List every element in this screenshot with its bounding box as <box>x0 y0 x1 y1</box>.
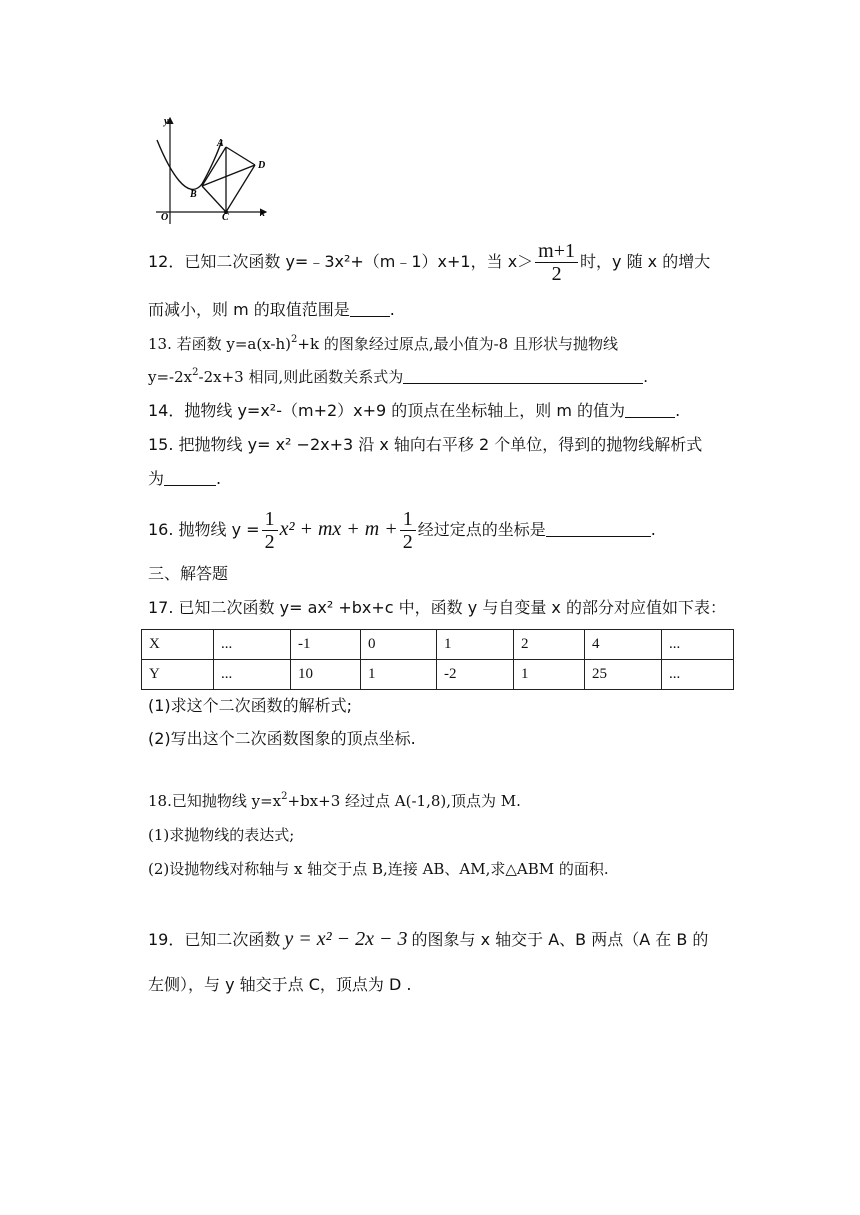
table-cell: 1 <box>514 660 585 690</box>
answer-blank[interactable] <box>625 401 675 418</box>
table-row <box>142 660 734 690</box>
q18-part1: (1)求抛物线的表达式; <box>148 826 295 844</box>
q12-fraction: $\frac{m+1}{2}$ <box>535 240 578 285</box>
q18-intro: 18.已知抛物线 $y=x^2+bx+3$ 经过点 A(-1,8),顶点为 M. <box>148 791 521 810</box>
axis-y-label: y <box>164 116 169 127</box>
q17-intro: 17. 已知二次函数 y= ax² +bx+c 中，函数 y 与自变量 x 的部分对应值如下表： <box>148 598 726 617</box>
table-cell: 25 <box>585 660 662 690</box>
q12-line2: 而减小，则 m 的取值范围是 . <box>148 300 395 319</box>
parabola-figure <box>148 112 278 230</box>
q19-line2: 左侧），与 y 轴交于点 C，顶点为 D . <box>148 975 412 994</box>
axis-x-label: x <box>260 208 265 219</box>
answer-blank[interactable] <box>350 300 390 317</box>
table-cell: ... <box>662 630 734 660</box>
point-c-label: C <box>222 212 229 223</box>
table-cell: X <box>142 630 214 660</box>
point-a-label: A <box>217 138 224 149</box>
table-cell: -1 <box>291 630 361 660</box>
q14-line: 14．抛物线 y=x²-（m+2）x+9 的顶点在坐标轴上，则 m 的值为 . <box>148 401 681 420</box>
table-cell: Y <box>142 660 214 690</box>
table-cell: 4 <box>585 630 662 660</box>
q16-line: 16. 抛物线 y = $\frac{1}{2}$ x² + mx + m + $\frac{1}{2}$ 经过定点的坐标是 . <box>148 508 656 553</box>
point-d-label: D <box>258 160 266 171</box>
answer-blank[interactable] <box>403 367 643 384</box>
q12-line1: 12．已知二次函数 y=﹣3x²+（m﹣1）x+1，当 x＞ $\frac{m+1}{2}$ 时，y 随 x 的增大 <box>148 240 711 285</box>
value-table <box>141 629 734 690</box>
table-cell: 1 <box>361 660 437 690</box>
answer-blank[interactable] <box>546 520 651 537</box>
table-cell: 1 <box>437 630 514 660</box>
table-cell: 2 <box>514 630 585 660</box>
q15-line2: 为 . <box>148 469 222 488</box>
q13-line1: 13. 若函数 $y=a(x-h)^2+k$ 的图象经过原点,最小值为-8 且形状与抛物线 <box>148 334 618 353</box>
point-b-label: B <box>190 189 197 200</box>
q16-half: $\frac{1}{2}$ <box>262 508 278 553</box>
q18-part2: (2)设抛物线对称轴与 x 轴交于点 B,连接 AB、AM,求△ABM 的面积. <box>148 860 609 878</box>
section-title: 三、解答题 <box>148 564 229 583</box>
q17-part1: (1)求这个二次函数的解析式; <box>148 696 353 715</box>
answer-blank[interactable] <box>164 469 216 486</box>
q16-half-2: $\frac{1}{2}$ <box>400 508 416 553</box>
table-cell: ... <box>662 660 734 690</box>
q19-formula: y = x² − 2x − 3 <box>284 928 408 950</box>
origin-label: O <box>161 212 169 223</box>
q17-part2: (2)写出这个二次函数图象的顶点坐标. <box>148 729 416 748</box>
q13-line2: $y=-2x^2-2x+3$ 相同,则此函数关系式为 . <box>148 367 649 386</box>
table-cell: -2 <box>437 660 514 690</box>
table-cell: ... <box>214 630 291 660</box>
table-cell: ... <box>214 660 291 690</box>
table-cell: 0 <box>361 630 437 660</box>
q19-line1: 19．已知二次函数 y = x² − 2x − 3 的图象与 x 轴交于 A、B 两点（A 在 B 的 <box>148 928 709 950</box>
table-cell: 10 <box>291 660 361 690</box>
table-row <box>142 630 734 660</box>
q15-line1: 15. 把抛物线 y= x² −2x+3 沿 x 轴向右平移 2 个单位，得到的抛物线解析式 <box>148 435 703 454</box>
